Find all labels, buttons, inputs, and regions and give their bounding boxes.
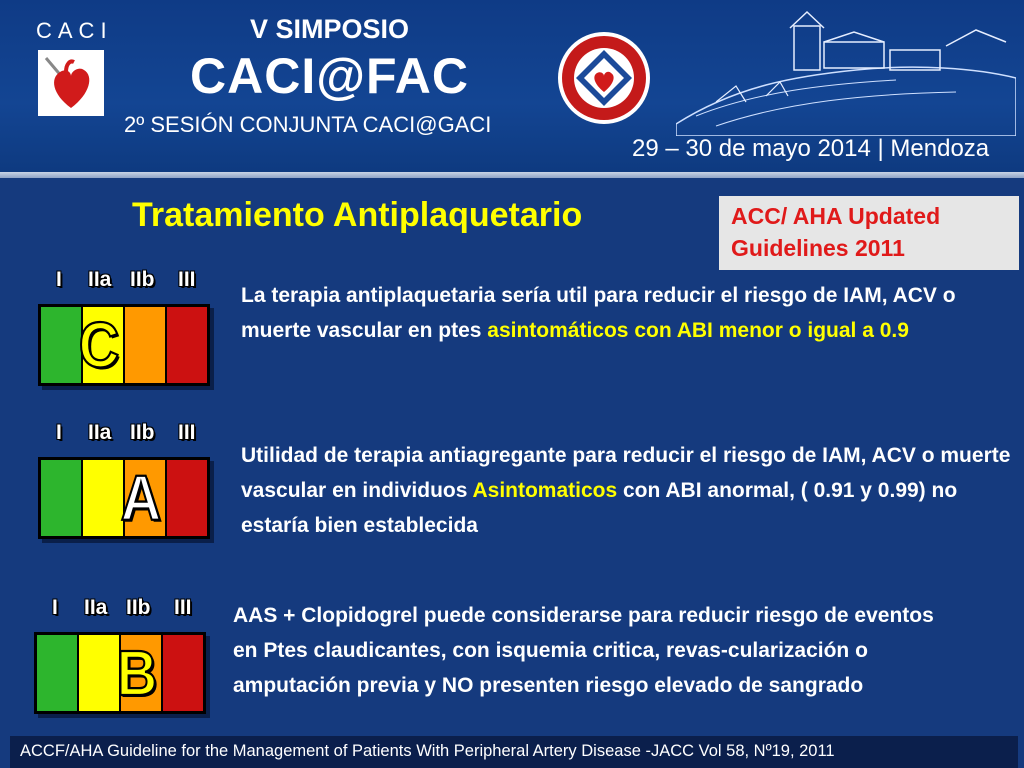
event-title: CACI@FAC xyxy=(190,48,469,104)
class-iii-cell xyxy=(163,635,203,711)
class-label-i: I xyxy=(56,268,62,291)
class-label-iib: IIb xyxy=(130,268,155,291)
slide-title: Tratamiento Antiplaquetario xyxy=(132,196,583,234)
class-label-iii: III xyxy=(174,596,192,619)
landscape-illustration xyxy=(676,6,1016,136)
recommendation-1-text xyxy=(241,278,1011,348)
event-dates: 29 – 30 de mayo 2014 | Mendoza xyxy=(632,135,990,162)
class-iii-cell xyxy=(167,460,207,536)
guidelines-badge xyxy=(719,196,1019,270)
fac-seal-icon xyxy=(556,30,652,126)
rec2-text-part1: Utilidad de terapia antiagregante para reducir el riesgo de IAM, ACV o muerte vascular en individuos xyxy=(241,444,1011,502)
class-iia-cell xyxy=(83,460,125,536)
rec2-text-highlight: Asintomaticos xyxy=(472,479,618,502)
class-labels xyxy=(38,268,218,294)
evidence-level: B xyxy=(116,636,158,709)
class-iia-cell xyxy=(79,635,121,711)
header-banner xyxy=(0,0,1024,172)
fac-logo xyxy=(556,30,652,126)
evidence-level: C xyxy=(78,308,120,381)
class-label-iii: III xyxy=(178,268,196,291)
guidelines-badge-line1: ACC/ AHA Updated xyxy=(731,203,941,229)
recommendation-3-text xyxy=(233,598,963,703)
rec1-text-highlight: asintomáticos con ABI menor o igual a 0.9 xyxy=(487,319,909,342)
header-divider xyxy=(0,172,1024,178)
class-iii-cell xyxy=(167,307,207,383)
caci-logo-text: CACI xyxy=(36,18,113,43)
class-label-iia: IIa xyxy=(84,596,108,619)
class-label-iib: IIb xyxy=(130,421,155,444)
evidence-level: A xyxy=(120,461,162,534)
class-labels xyxy=(38,421,218,447)
class-label-i: I xyxy=(52,596,58,619)
class-label-iib: IIb xyxy=(126,596,151,619)
class-color-bar xyxy=(38,304,210,386)
citation-text: ACCF/AHA Guideline for the Management of Patients With Peripheral Artery Disease -JACC Vol 58, Nº19, 2011 xyxy=(20,742,835,760)
event-subtitle: 2º SESIÓN CONJUNTA CACI@GACI xyxy=(124,112,492,137)
class-label-iii: III xyxy=(178,421,196,444)
class-label-i: I xyxy=(56,421,62,444)
heart-icon xyxy=(38,50,104,116)
guidelines-badge-line2: Guidelines 2011 xyxy=(731,235,905,261)
citation-footer xyxy=(10,736,1018,768)
symposium-label: V SIMPOSIO xyxy=(250,14,410,44)
class-iib-cell xyxy=(125,307,167,383)
class-i-cell xyxy=(37,635,79,711)
rec2-text-part3: con ABI anormal, ( 0.91 y 0.99) no estaría bien establecida xyxy=(241,479,958,537)
recommendation-2-text xyxy=(241,438,1011,543)
rec1-text-part1: La terapia antiplaquetaria sería util para reducir el riesgo de IAM, ACV o muerte vascular en ptes xyxy=(241,284,956,342)
class-labels xyxy=(34,596,214,622)
rec3-text-part1: AAS + Clopidogrel puede considerarse para reducir riesgo de eventos en Ptes claudicantes, con isquemia critica, revas-cularización o amputación previa y NO presenten riesgo elevado de sangrado xyxy=(233,604,934,697)
class-i-cell xyxy=(41,307,83,383)
caci-logo xyxy=(38,50,104,116)
class-label-iia: IIa xyxy=(88,421,112,444)
class-label-iia: IIa xyxy=(88,268,112,291)
hillside-town-icon xyxy=(676,6,1016,136)
class-i-cell xyxy=(41,460,83,536)
